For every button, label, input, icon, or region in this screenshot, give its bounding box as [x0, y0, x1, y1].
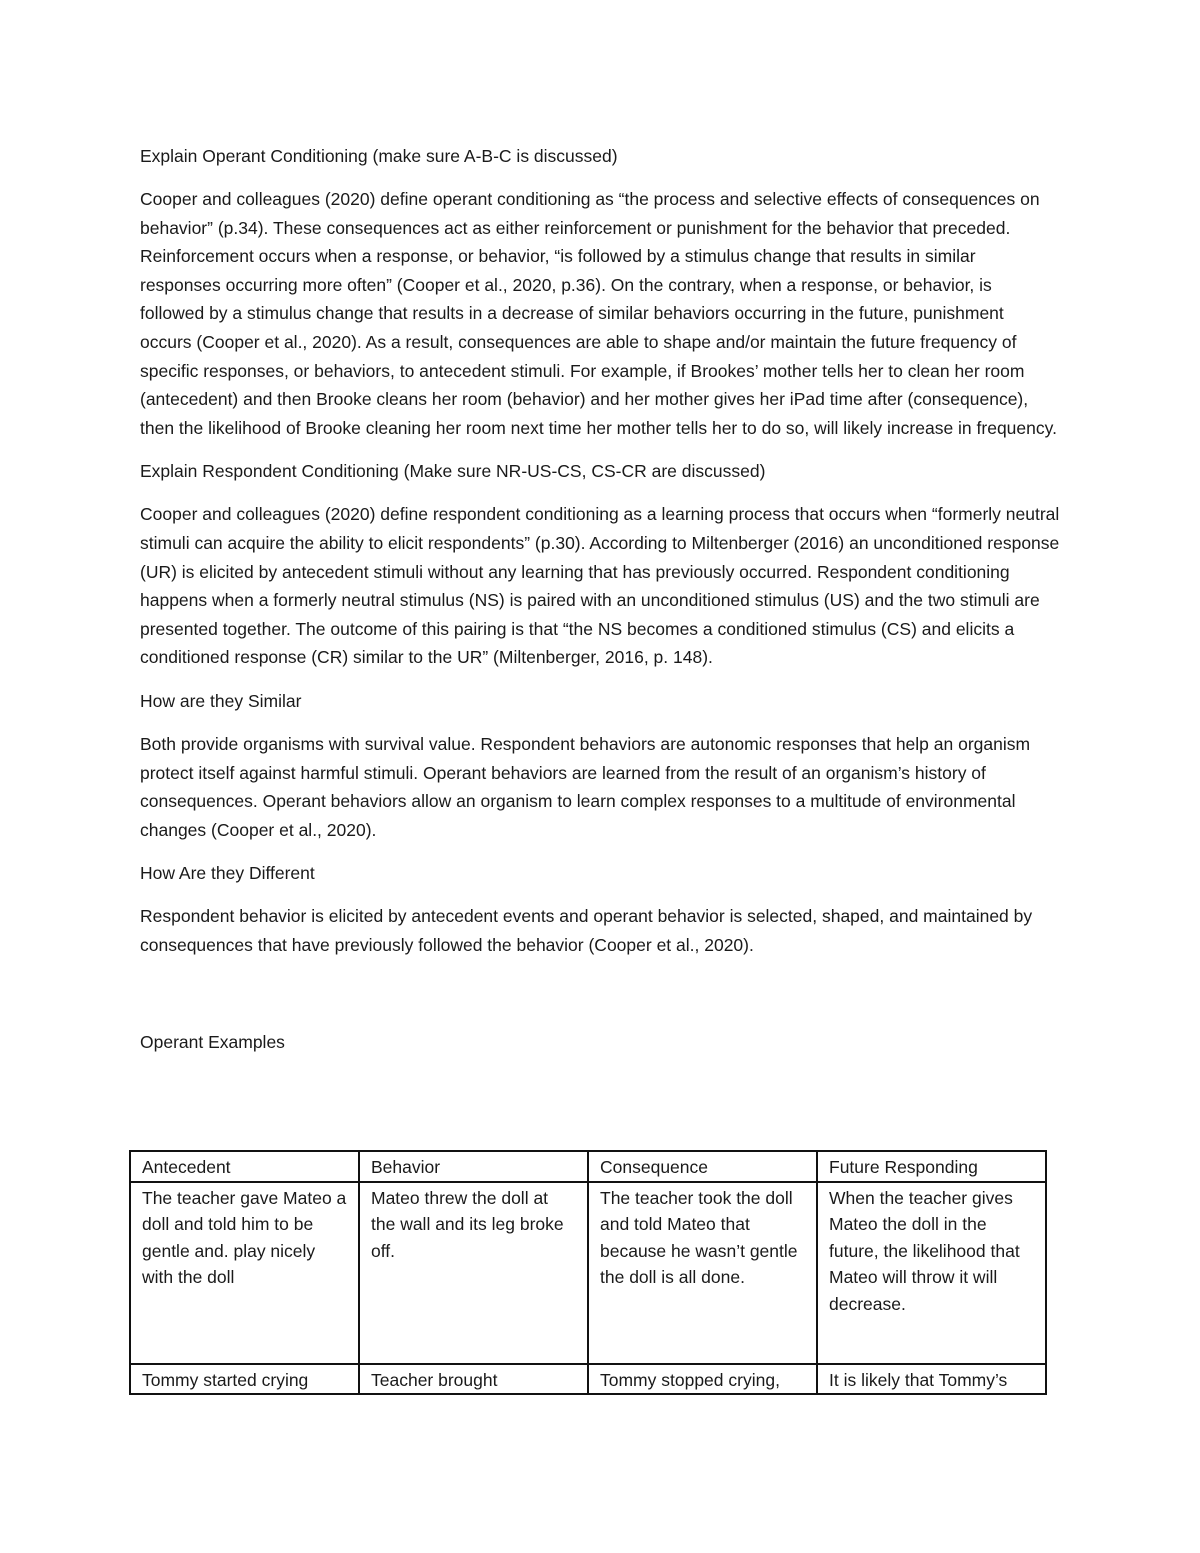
similar-heading: How are they Similar [140, 690, 302, 711]
respondent-heading: Explain Respondent Conditioning (Make sure NR-US-CS, CS-CR are discussed) [140, 461, 766, 482]
cell-behavior: Teacher brought [359, 1364, 588, 1395]
table-title: Operant Examples [140, 1032, 285, 1053]
cell-behavior: Mateo threw the doll at the wall and its leg broke off. [359, 1182, 588, 1364]
operant-examples-table [129, 1150, 1047, 1395]
cell-consequence: Tommy stopped crying, [588, 1364, 817, 1395]
operant-heading: Explain Operant Conditioning (make sure A-B-C is discussed) [140, 146, 618, 166]
document-page [140, 142, 1060, 1068]
header-consequence: Consequence [588, 1151, 817, 1182]
cell-future-responding: It is likely that Tommy’s [817, 1364, 1046, 1395]
table-row [130, 1182, 1046, 1364]
cell-antecedent: The teacher gave Mateo a doll and told him to be gentle and. play nicely with the doll [130, 1182, 359, 1364]
header-behavior: Behavior [359, 1151, 588, 1182]
cell-antecedent: Tommy started crying [130, 1364, 359, 1395]
header-future-responding: Future Responding [817, 1151, 1046, 1182]
cell-future-responding: When the teacher gives Mateo the doll in the future, the likelihood that Mateo will throw it will decrease. [817, 1182, 1046, 1364]
table-row [130, 1364, 1046, 1395]
different-heading: How Are they Different [140, 863, 315, 884]
table-header-row [130, 1151, 1046, 1182]
different-paragraph: Respondent behavior is elicited by antecedent events and operant behavior is selected, shaped, and maintained by consequences that have previously followed the behavior (Cooper et al., 2020). [140, 906, 1033, 955]
cell-consequence: The teacher took the doll and told Mateo that because he wasn’t gentle the doll is all done. [588, 1182, 817, 1364]
operant-paragraph: Cooper and colleagues (2020) define operant conditioning as “the process and selective effects of consequences on behavior” (p.34). These consequences act as either reinforcement or punishment for the behavior that preceded. Reinforcement occurs when a response, or behavior, “is followed by a stimulus change that results in similar responses occurring more often” (Cooper et al., 2020, p.36). On the contrary, when a response, or behavior, is followed by a stimulus change that results in a decrease of similar behaviors occurring in the future, punishment occurs (Cooper et al., 2020). As a result, consequences are able to shape and/or maintain the future frequency of specific responses, or behaviors, to antecedent stimuli. For example, if Brookes’ mother tells her to clean her room (antecedent) and then Brooke cleans her room (behavior) and her mother gives her iPad time after (consequence), then the likelihood of Brooke cleaning her room next time her mother tells her to do so, will likely increase in frequency. [140, 189, 1057, 438]
blank-line [140, 974, 1060, 1028]
header-antecedent: Antecedent [130, 1151, 359, 1182]
respondent-paragraph: Cooper and colleagues (2020) define respondent conditioning as a learning process that occurs when “formerly neutral stimuli can acquire the ability to elicit respondents” (p.30). According to Miltenberger (2016) an unconditioned response (UR) is elicited by antecedent stimuli without any learning that has previously occurred. Respondent conditioning happens when a formerly neutral stimulus (NS) is paired with an unconditioned stimulus (US) and the two stimuli are presented together. The outcome of this pairing is that “the NS becomes a conditioned stimulus (CS) and elicits a conditioned response (CR) similar to the UR” (Miltenberger, 2016, p. 148). [140, 504, 1060, 668]
similar-paragraph: Both provide organisms with survival value. Respondent behaviors are autonomic responses that help an organism protect itself against harmful stimuli. Operant behaviors are learned from the result of an organism’s history of consequences. Operant behaviors allow an organism to learn complex responses to a multitude of environmental changes (Cooper et al., 2020). [140, 733, 1031, 840]
